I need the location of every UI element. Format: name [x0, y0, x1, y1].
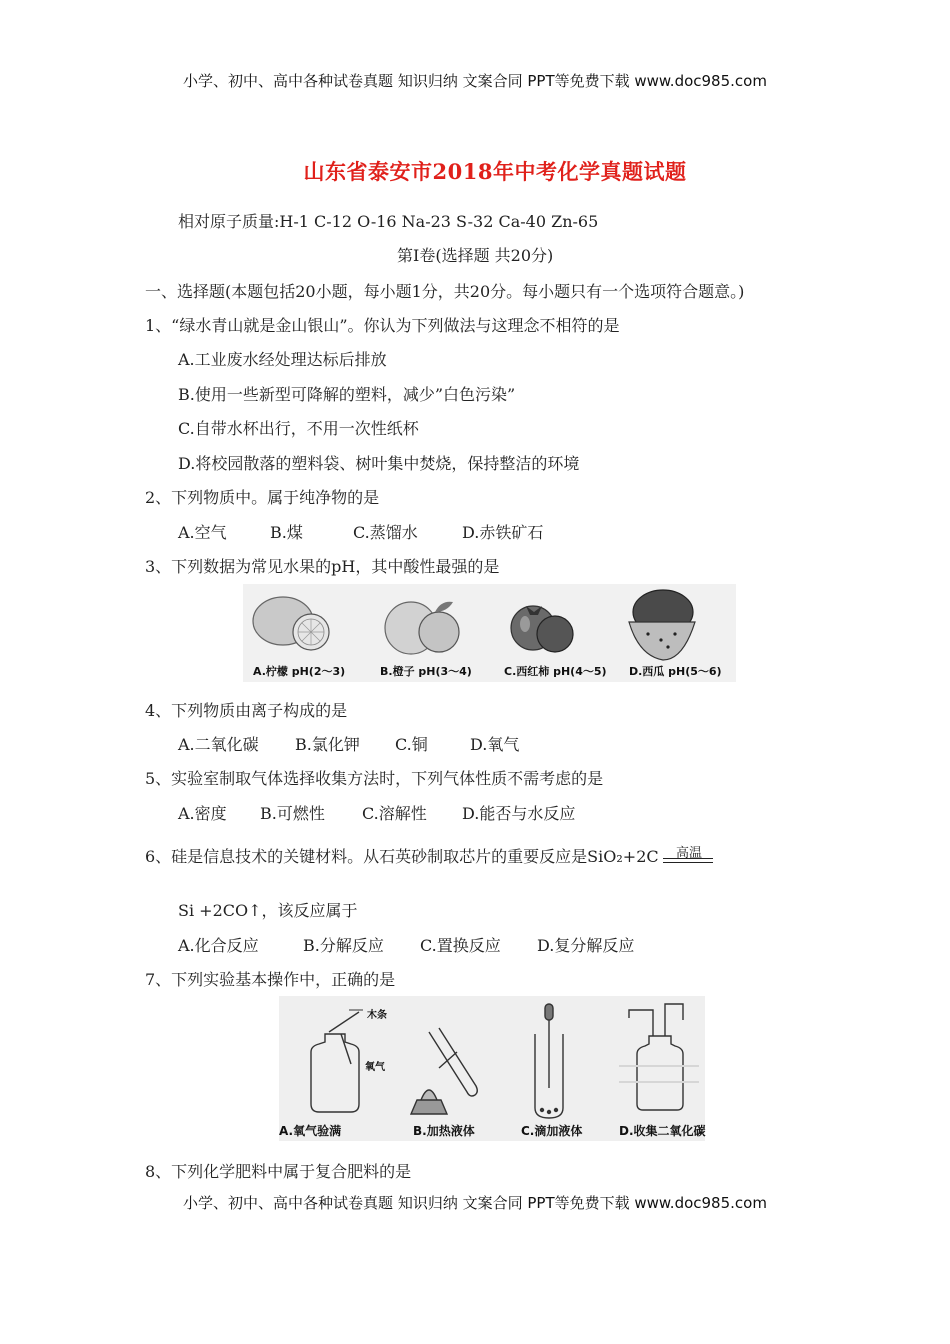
- question-6-option-a: A.化合反应: [178, 936, 259, 955]
- lab-caption-b: B.加热液体: [413, 1124, 475, 1138]
- fruit-caption-a: A.柠檬 pH(2～3): [253, 665, 346, 678]
- heating-test-tube-image: [411, 1028, 477, 1114]
- question-2-option-a: A.空气: [178, 523, 227, 542]
- fruit-caption-c: C.西红柿 pH(4～5): [504, 665, 607, 678]
- question-2-stem: 2、下列物质中。属于纯净物的是: [145, 488, 380, 507]
- page-header: 小学、初中、高中各种试卷真题 知识归纳 文案合同 PPT等免费下载 www.doc985.com: [183, 72, 767, 90]
- fruit-caption-d: D.西瓜 pH(5～6): [629, 665, 722, 678]
- question-8-stem: 8、下列化学肥料中属于复合肥料的是: [145, 1162, 412, 1181]
- orange-image: [385, 602, 459, 654]
- question-4-option-c: C.铜: [395, 735, 428, 754]
- question-6-option-d: D.复分解反应: [537, 936, 635, 955]
- lab-caption-c: C.滴加液体: [521, 1124, 583, 1138]
- question-1-option-d: D.将校园散落的塑料袋、树叶集中焚烧，保持整洁的环境: [178, 454, 580, 473]
- gas-collecting-bottle-image: [629, 1004, 683, 1110]
- question-4-option-d: D.氧气: [470, 735, 520, 754]
- label-oxygen: 氧气: [365, 1062, 385, 1073]
- page-footer: 小学、初中、高中各种试卷真题 知识归纳 文案合同 PPT等免费下载 www.doc985.com: [183, 1194, 767, 1212]
- question-1-option-b: B.使用一些新型可降解的塑料，减少”白色污染”: [178, 385, 516, 404]
- dropper-image: [535, 1004, 563, 1118]
- tomato-image: [511, 606, 573, 652]
- reaction-condition: 高温: [676, 846, 703, 861]
- question-5-option-d: D.能否与水反应: [462, 804, 576, 823]
- question-1-stem: 1、“绿水青山就是金山银山”。你认为下列做法与这理念不相符的是: [145, 316, 620, 335]
- question-2-option-b: B.煤: [270, 523, 303, 542]
- equal-sign-line-2: [663, 862, 713, 863]
- question-4-option-a: A.二氧化碳: [178, 735, 259, 754]
- part-heading: 第Ⅰ卷(选择题 共20分): [397, 246, 554, 265]
- equal-sign-line-1: [663, 858, 713, 859]
- lemon-image: [253, 597, 329, 650]
- lab-apparatus-illustrations: [279, 996, 705, 1141]
- question-4-stem: 4、下列物质由离子构成的是: [145, 701, 348, 720]
- question-5-option-a: A.密度: [178, 804, 227, 823]
- lab-caption-a: A.氧气验满: [279, 1124, 342, 1138]
- lab-operation-figure: [279, 996, 705, 1141]
- lab-caption-d: D.收集二氧化碳: [619, 1124, 706, 1138]
- question-5-option-b: B.可燃性: [260, 804, 325, 823]
- fruit-caption-b: B.橙子 pH(3～4): [380, 665, 472, 678]
- question-5-option-c: C.溶解性: [362, 804, 427, 823]
- question-6-continuation: Si +2CO↑，该反应属于: [178, 901, 358, 920]
- question-2-option-d: D.赤铁矿石: [462, 523, 544, 542]
- question-1-option-a: A.工业废水经处理达标后排放: [178, 350, 387, 369]
- section-heading: 一、选择题(本题包括20小题，每小题1分，共20分。每小题只有一个选项符合题意。): [145, 282, 745, 301]
- question-1-option-c: C.自带水杯出行，不用一次性纸杯: [178, 419, 419, 438]
- question-6-stem: 6、硅是信息技术的关键材料。从石英砂制取芯片的重要反应是SiO₂+2C: [145, 847, 659, 866]
- fruit-figure: [243, 584, 736, 682]
- exam-title: 山东省泰安市2018年中考化学真题试题: [303, 159, 687, 184]
- question-3-stem: 3、下列数据为常见水果的pH，其中酸性最强的是: [145, 557, 500, 576]
- question-5-stem: 5、实验室制取气体选择收集方法时，下列气体性质不需考虑的是: [145, 769, 604, 788]
- question-2-option-c: C.蒸馏水: [353, 523, 418, 542]
- question-4-option-b: B.氯化钾: [295, 735, 360, 754]
- atomic-mass-line: 相对原子质量:H-1 C-12 O-16 Na-23 S-32 Ca-40 Zn-65: [178, 212, 599, 231]
- gas-jar-image: [311, 1010, 363, 1112]
- question-7-stem: 7、下列实验基本操作中，正确的是: [145, 970, 396, 989]
- question-6-option-b: B.分解反应: [303, 936, 384, 955]
- label-wood-stick: 木条: [367, 1010, 387, 1021]
- question-6-option-c: C.置换反应: [420, 936, 501, 955]
- watermelon-image: [629, 590, 695, 660]
